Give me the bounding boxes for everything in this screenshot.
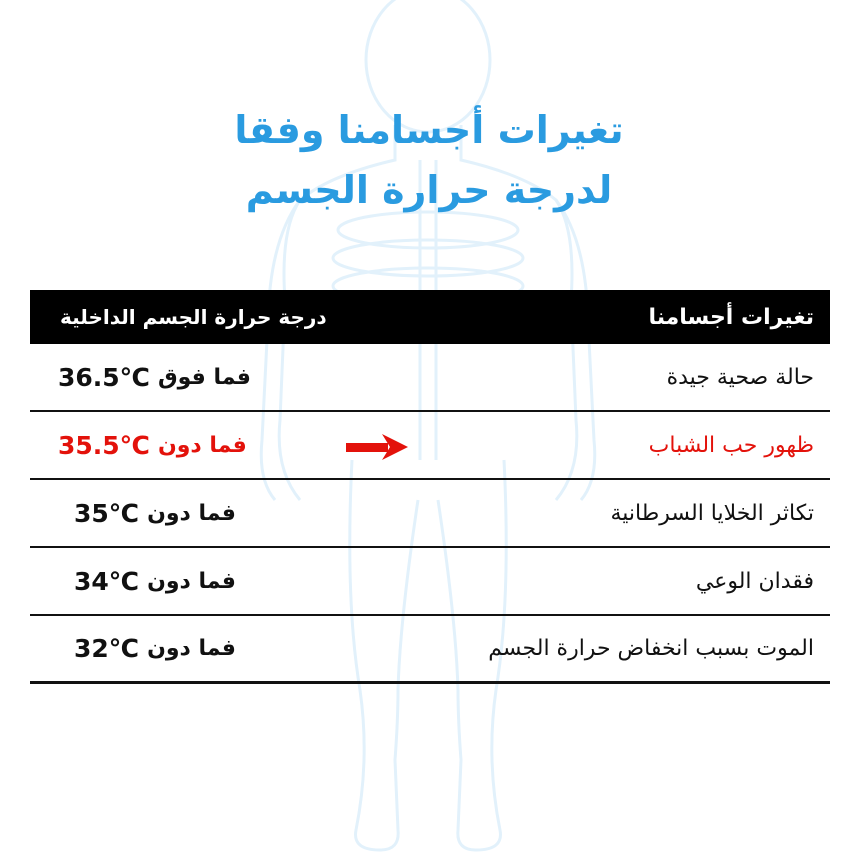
effect-cell: الموت بسبب انخفاض حرارة الجسم	[488, 636, 814, 661]
page-title	[0, 100, 858, 220]
table-row	[30, 616, 830, 684]
title-line-2: لدرجة حرارة الجسم	[245, 168, 613, 212]
effect-cell: فقدان الوعي	[695, 568, 814, 594]
table-row	[30, 548, 830, 616]
temperature-cell: 35℃ فما دون	[74, 498, 236, 528]
table-header	[30, 290, 830, 344]
temperature-cell: 36.5℃ فما فوق	[58, 362, 251, 392]
temperature-table	[30, 290, 830, 684]
temperature-cell: 34℃ فما دون	[74, 566, 236, 596]
table-row-highlighted	[30, 412, 830, 480]
effect-cell: تكاثر الخلايا السرطانية	[610, 500, 814, 526]
temperature-cell: 32℃ فما دون	[74, 634, 236, 663]
effect-cell: ظهور حب الشباب	[648, 432, 814, 458]
table-row	[30, 480, 830, 548]
title-line-1: تغيرات أجسامنا وفقا	[234, 108, 624, 152]
header-temperature: درجة حرارة الجسم الداخلية	[60, 305, 327, 329]
effect-cell: حالة صحية جيدة	[666, 364, 814, 390]
table-row	[30, 344, 830, 412]
right-arrow-icon	[346, 434, 408, 460]
header-effect: تغيرات أجسامنا	[648, 304, 814, 330]
temperature-cell: 35.5℃ فما دون	[58, 430, 247, 460]
